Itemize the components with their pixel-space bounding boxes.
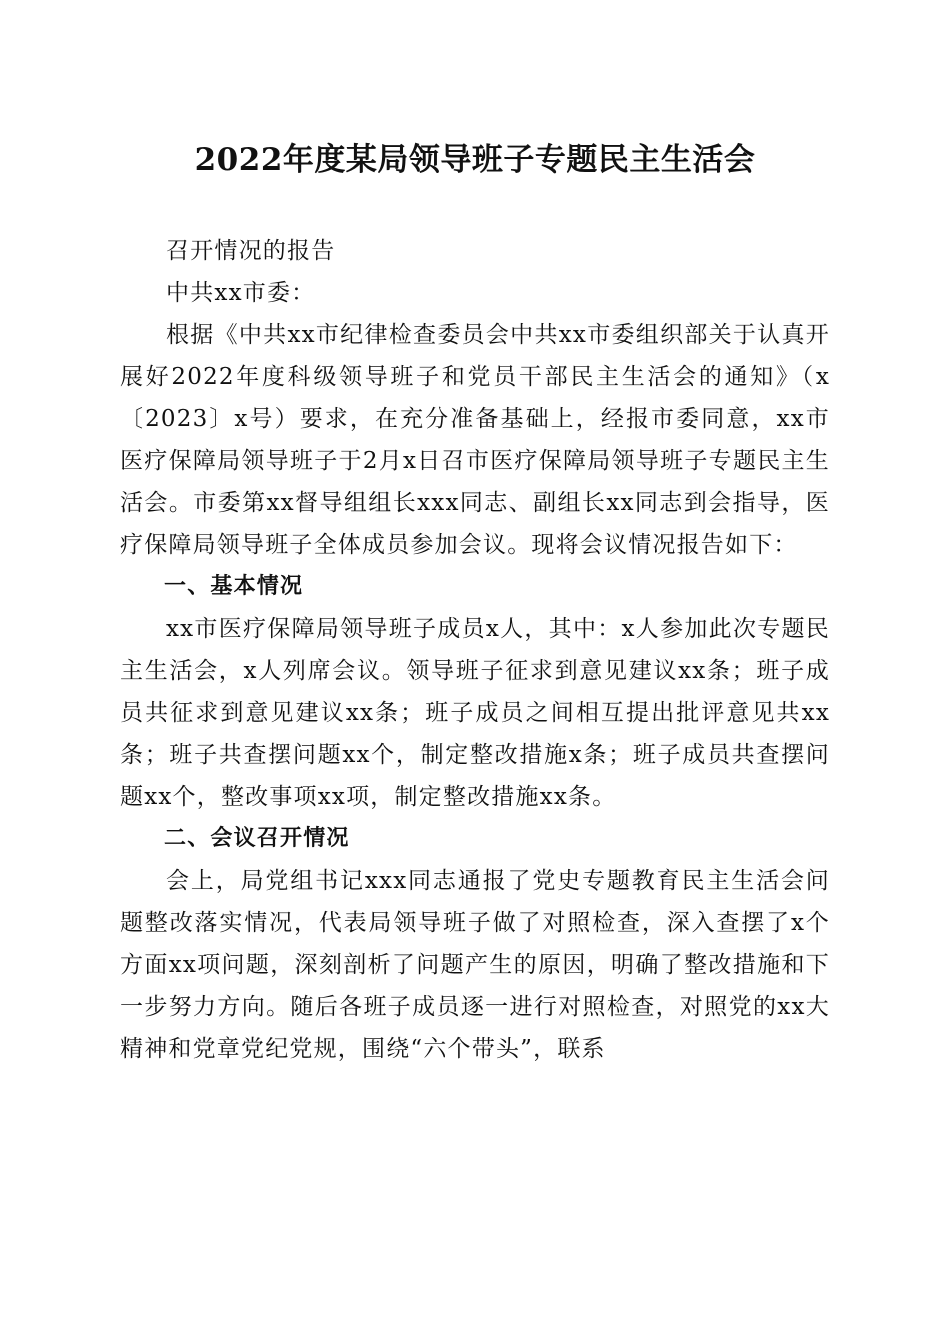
salutation: 中共xx市委：: [166, 280, 316, 306]
document-body: [120, 230, 830, 1070]
section-heading-basic: 一、基本情况: [164, 574, 304, 599]
meeting-paragraph: 会上，局党组书记xxx同志通报了党史专题教育民主生活会问题整改落实情况，代表局领导班子做了对照检查，深入查摆了x个方面xx项问题，深刻剖析了问题产生的原因，明确了整改措施和下一步努力方向。随后各班子成员逐一进行对照检查，对照党的xx大精神和党章党纪党规，围绕“六个带头”，联系: [120, 868, 830, 1062]
document-page: [120, 0, 830, 1344]
basic-situation-paragraph: xx市医疗保障局领导班子成员x人，其中：x人参加此次专题民主生活会，x人列席会议。领导班子征求到意见建议xx条；班子成员共征求到意见建议xx条；班子成员之间相互提出批评意见共xx条；班子共查摆问题xx个，制定整改措施x条；班子成员共查摆问题xx个，整改事项xx项，制定整改措施xx条。: [120, 616, 830, 810]
document-title: 2022年度某局领导班子专题民主生活会: [194, 142, 756, 178]
section-heading-meeting: 二、会议召开情况: [164, 826, 350, 851]
report-subtitle: 召开情况的报告: [166, 238, 336, 264]
intro-paragraph: 根据《中共xx市纪律检查委员会中共xx市委组织部关于认真开展好2022年度科级领导班子和党员干部民主生活会的通知》（x〔2023〕x号）要求，在充分准备基础上，经报市委同意，xx市医疗保障局领导班子于2月x日召市医疗保障局领导班子专题民主生活会。市委第xx督导组组长xxx同志、副组长xx同志到会指导，医疗保障局领导班子全体成员参加会议。现将会议情况报告如下：: [120, 322, 830, 558]
